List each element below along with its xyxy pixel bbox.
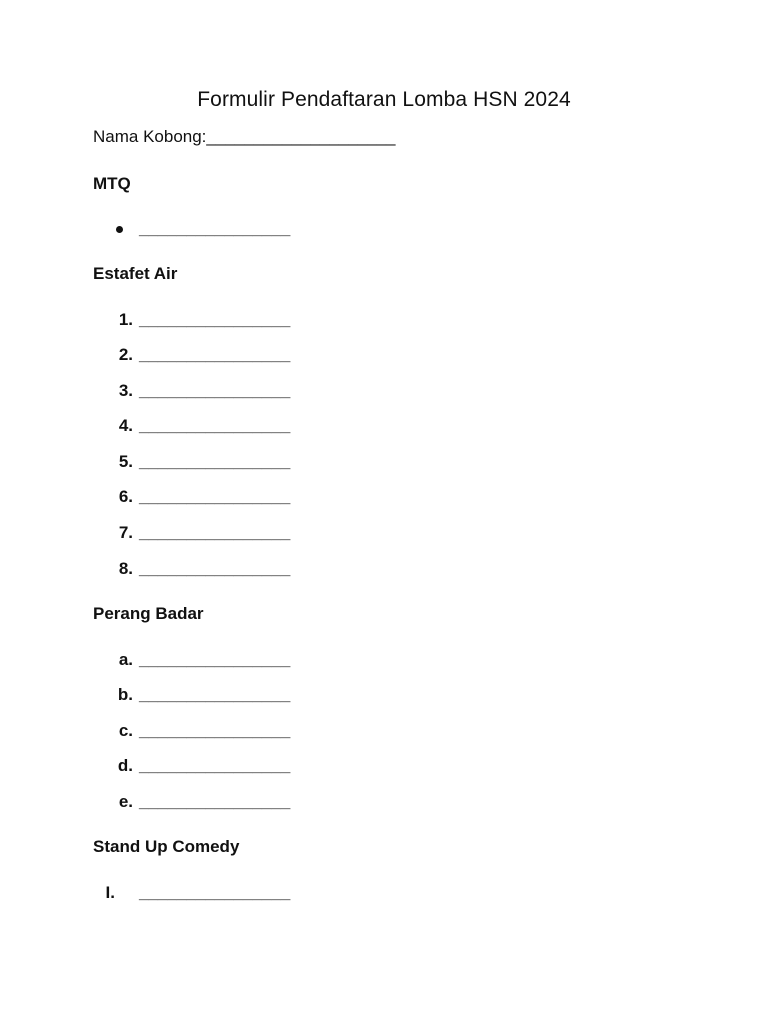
- list-item: [93, 792, 353, 816]
- blank-line: ________________: [139, 685, 291, 704]
- list-marker: I.: [105, 883, 115, 902]
- blank-line: ________________: [139, 721, 291, 740]
- section-heading-estafet-air: Estafet Air: [93, 264, 178, 283]
- list-item: [93, 487, 353, 511]
- blank-line: ________________: [139, 487, 291, 506]
- list-marker: 3.: [118, 381, 133, 400]
- list-marker: 1.: [118, 310, 133, 329]
- list-item: [93, 559, 353, 583]
- list-marker: 6.: [118, 487, 133, 506]
- list-item: [93, 345, 353, 369]
- list-item: [93, 381, 353, 405]
- section-heading-mtq: MTQ: [93, 174, 131, 193]
- nama-kobong-field: Nama Kobong:____________________: [93, 127, 396, 146]
- section-heading-stand-up-comedy: Stand Up Comedy: [93, 837, 240, 856]
- list-item: [93, 310, 353, 334]
- list-item: [93, 416, 353, 440]
- blank-line: ________________: [139, 883, 291, 902]
- list-item: [93, 650, 353, 674]
- list-item: [93, 756, 353, 780]
- list-item: [93, 685, 353, 709]
- list-marker: 8.: [118, 559, 133, 578]
- blank-line: ________________: [139, 416, 291, 435]
- list-item: [93, 219, 353, 243]
- blank-line: ________________: [139, 792, 291, 811]
- list-marker: c.: [118, 721, 133, 740]
- blank-line: ________________: [139, 523, 291, 542]
- section-heading-perang-badar: Perang Badar: [93, 604, 204, 623]
- blank-line: ________________: [139, 219, 291, 238]
- list-marker: d.: [117, 756, 133, 775]
- blank-line: ________________: [139, 310, 291, 329]
- list-item: [93, 883, 353, 907]
- list-item: [93, 523, 353, 547]
- bullet-icon: [116, 226, 123, 233]
- blank-line: ________________: [139, 650, 291, 669]
- form-title: Formulir Pendaftaran Lomba HSN 2024: [197, 88, 571, 111]
- list-marker: 4.: [118, 416, 133, 435]
- list-item: [93, 452, 353, 476]
- blank-line: ________________: [139, 452, 291, 471]
- blank-line: ________________: [139, 381, 291, 400]
- blank-line: ________________: [139, 345, 291, 364]
- list-item: [93, 721, 353, 745]
- list-marker: 5.: [118, 452, 133, 471]
- list-marker: b.: [117, 685, 133, 704]
- list-marker: 7.: [118, 523, 133, 542]
- list-marker: a.: [118, 650, 133, 669]
- blank-line: ________________: [139, 756, 291, 775]
- list-marker: 2.: [118, 345, 133, 364]
- blank-line: ________________: [139, 559, 291, 578]
- list-marker: e.: [118, 792, 133, 811]
